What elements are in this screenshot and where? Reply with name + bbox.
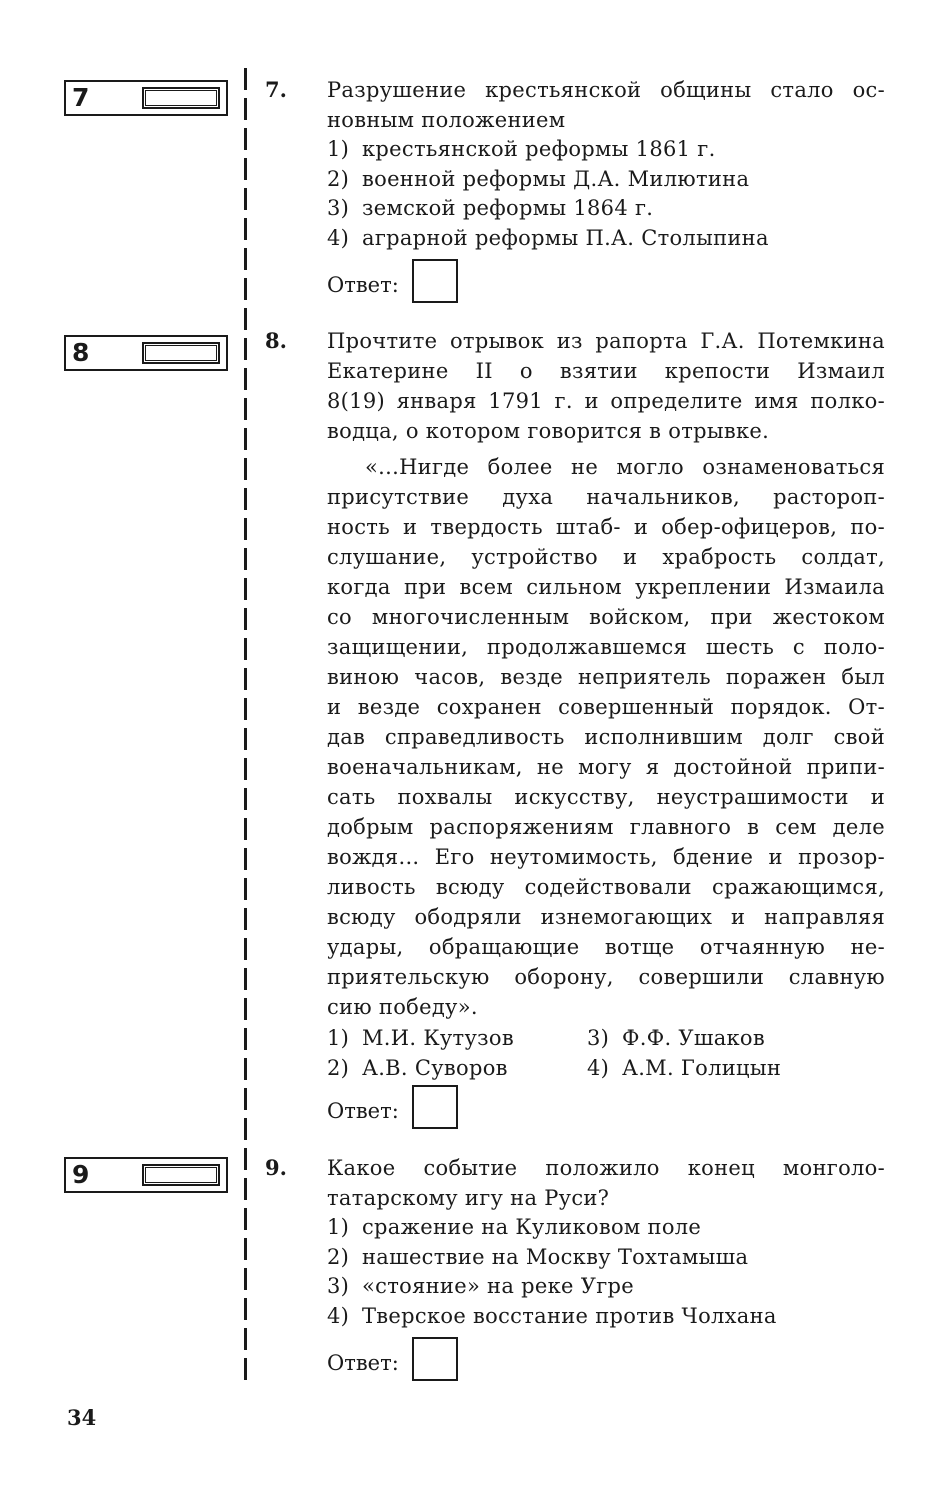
cut-line-dash bbox=[244, 1178, 247, 1200]
box-question-number: 8 bbox=[72, 338, 90, 367]
answer-input-box[interactable] bbox=[412, 259, 458, 303]
question-number: 7. bbox=[265, 77, 287, 102]
cut-line-dash bbox=[244, 698, 247, 720]
answer-grid-box-7 bbox=[64, 80, 228, 116]
options-column-left bbox=[327, 1024, 514, 1083]
option-number: 1) bbox=[327, 137, 350, 161]
cut-line-dash bbox=[244, 608, 247, 630]
quote-line: сию победу». bbox=[327, 995, 478, 1019]
cut-line-dash bbox=[244, 728, 247, 750]
cut-line-dash bbox=[244, 98, 247, 120]
cut-line-dash bbox=[244, 398, 247, 420]
option-number: 1) bbox=[327, 1026, 350, 1050]
option-text: аграрной реформы П.А. Столыпина bbox=[362, 225, 769, 250]
option-number: 2) bbox=[327, 166, 350, 191]
answer-option[interactable] bbox=[327, 1302, 885, 1332]
cut-line-dash bbox=[244, 218, 247, 240]
quote-line: сать похвалы искусству, неустрашимости и bbox=[327, 785, 885, 809]
option-text: А.М. Голицын bbox=[622, 1055, 782, 1080]
option-number: 4) bbox=[327, 1303, 350, 1328]
cut-line-dash bbox=[244, 338, 247, 360]
cut-line-dash bbox=[244, 458, 247, 480]
answer-option[interactable] bbox=[587, 1024, 781, 1054]
cut-line-dash bbox=[244, 818, 247, 840]
answer-option[interactable] bbox=[327, 194, 885, 224]
option-number: 2) bbox=[327, 1244, 350, 1269]
quote-line: ливость всюду содействовали сражающимся, bbox=[327, 875, 885, 899]
quote-line: слушание, устройство и храбрость солдат, bbox=[327, 545, 885, 569]
cut-line-dash bbox=[244, 938, 247, 960]
question-text-line: татарскому игу на Руси? bbox=[327, 1186, 610, 1210]
cut-line-dash bbox=[244, 1268, 247, 1290]
answer-cell[interactable] bbox=[142, 87, 220, 109]
option-number: 4) bbox=[587, 1055, 610, 1080]
cut-line-dash bbox=[244, 1118, 247, 1140]
option-text: земской реформы 1864 г. bbox=[362, 196, 654, 220]
quote-line: приятельскую оборону, совершили славную bbox=[327, 965, 885, 989]
quote-line: всюду ободряли изнемогающих и направляя bbox=[327, 905, 885, 929]
cut-line-dash bbox=[244, 68, 247, 90]
answer-option[interactable] bbox=[327, 224, 885, 254]
answer-option[interactable] bbox=[327, 1213, 885, 1243]
cut-line-dash bbox=[244, 1358, 247, 1380]
quote-line: ность и твердость штаб- и обер-офицеров, по- bbox=[327, 515, 885, 539]
option-number: 3) bbox=[327, 196, 350, 220]
answer-option[interactable] bbox=[327, 1054, 514, 1084]
question-text-line: Разрушение крестьянской общины стало ос- bbox=[327, 78, 885, 102]
cut-line-dash bbox=[244, 248, 247, 270]
answer-option[interactable] bbox=[327, 1024, 514, 1054]
answer-input-box[interactable] bbox=[412, 1337, 458, 1381]
question-8 bbox=[327, 326, 885, 1084]
quote-line: военачальникам, не могу я достойной припи- bbox=[327, 755, 885, 779]
dashed-cut-line bbox=[244, 68, 248, 1388]
quote-line: «...Нигде более не могло ознаменоваться bbox=[365, 455, 885, 479]
answer-option[interactable] bbox=[327, 1243, 885, 1273]
cut-line-dash bbox=[244, 578, 247, 600]
option-text: Тверское восстание против Чолхана bbox=[362, 1303, 777, 1328]
quote-line: удары, обращающие вотще отчаянную не- bbox=[327, 935, 885, 959]
cut-line-dash bbox=[244, 968, 247, 990]
answer-cell[interactable] bbox=[142, 1164, 220, 1186]
answer-label: Ответ: bbox=[327, 1099, 399, 1123]
answer-label: Ответ: bbox=[327, 1351, 399, 1375]
answer-cell[interactable] bbox=[142, 342, 220, 364]
option-number: 1) bbox=[327, 1215, 350, 1239]
cut-line-dash bbox=[244, 128, 247, 150]
cut-line-dash bbox=[244, 758, 247, 780]
quote-line: присутствие духа начальников, растороп- bbox=[327, 485, 885, 509]
question-text-line: Прочтите отрывок из рапорта Г.А. Потемкина bbox=[327, 329, 885, 353]
cut-line-dash bbox=[244, 1058, 247, 1080]
cut-line-dash bbox=[244, 278, 247, 300]
question-text-line: новным положением bbox=[327, 108, 566, 132]
quote-line: вождя... Его неутомимость, бдение и прозор- bbox=[327, 845, 885, 869]
quote-line: когда при всем сильном укреплении Измаила bbox=[327, 575, 885, 599]
answer-option[interactable] bbox=[327, 135, 885, 165]
option-text: Ф.Ф. Ушаков bbox=[622, 1026, 765, 1050]
cut-line-dash bbox=[244, 908, 247, 930]
cut-line-dash bbox=[244, 998, 247, 1020]
cut-line-dash bbox=[244, 518, 247, 540]
source-quote bbox=[327, 452, 885, 1022]
quote-line: добрым распоряжениям главного в сем деле bbox=[327, 815, 885, 839]
options-two-columns bbox=[327, 1024, 885, 1084]
answer-option[interactable] bbox=[327, 165, 885, 195]
option-number: 3) bbox=[327, 1274, 350, 1298]
option-number: 2) bbox=[327, 1055, 350, 1080]
answer-option[interactable] bbox=[587, 1054, 781, 1084]
option-text: военной реформы Д.А. Милютина bbox=[362, 166, 750, 191]
box-question-number: 7 bbox=[72, 83, 90, 112]
quote-line: виною часов, везде неприятель поражен был bbox=[327, 665, 885, 689]
box-question-number: 9 bbox=[72, 1160, 90, 1189]
options-column-right bbox=[587, 1024, 781, 1083]
answer-input-box[interactable] bbox=[412, 1085, 458, 1129]
cut-line-dash bbox=[244, 1298, 247, 1320]
cut-line-dash bbox=[244, 428, 247, 450]
cut-line-dash bbox=[244, 638, 247, 660]
option-text: крестьянской реформы 1861 г. bbox=[362, 137, 716, 161]
cut-line-dash bbox=[244, 1208, 247, 1230]
page-number: 34 bbox=[67, 1405, 97, 1430]
question-number: 9. bbox=[265, 1155, 287, 1180]
question-text-line: Какое событие положило конец монголо- bbox=[327, 1156, 885, 1180]
cut-line-dash bbox=[244, 368, 247, 390]
cut-line-dash bbox=[244, 308, 247, 330]
cut-line-dash bbox=[244, 158, 247, 180]
option-text: А.В. Суворов bbox=[362, 1055, 508, 1080]
answer-label: Ответ: bbox=[327, 273, 399, 297]
answer-grid-box-9 bbox=[64, 1157, 228, 1193]
cut-line-dash bbox=[244, 668, 247, 690]
question-text-line: 8(19) января 1791 г. и определите имя полко- bbox=[327, 389, 885, 413]
cut-line-dash bbox=[244, 548, 247, 570]
quote-line: и везде сохранен совершенный порядок. От- bbox=[327, 695, 885, 719]
cut-line-dash bbox=[244, 878, 247, 900]
question-9 bbox=[327, 1153, 885, 1331]
option-number: 4) bbox=[327, 225, 350, 250]
option-text: М.И. Кутузов bbox=[362, 1026, 514, 1050]
answer-option[interactable] bbox=[327, 1272, 885, 1302]
quote-line: дав справедливость исполнившим долг свой bbox=[327, 725, 885, 749]
cut-line-dash bbox=[244, 1238, 247, 1260]
quote-line: защищении, продолжавшемся шесть с поло- bbox=[327, 635, 885, 659]
option-text: «стояние» на реке Угре bbox=[362, 1274, 635, 1298]
cut-line-dash bbox=[244, 1088, 247, 1110]
cut-line-dash bbox=[244, 1148, 247, 1170]
option-number: 3) bbox=[587, 1026, 610, 1050]
answer-grid-box-8 bbox=[64, 335, 228, 371]
question-text-line: Екатерине II о взятии крепости Измаил bbox=[327, 359, 885, 383]
cut-line-dash bbox=[244, 188, 247, 210]
cut-line-dash bbox=[244, 788, 247, 810]
question-number: 8. bbox=[265, 328, 287, 353]
question-7 bbox=[327, 75, 885, 253]
option-text: сражение на Куликовом поле bbox=[362, 1215, 702, 1239]
cut-line-dash bbox=[244, 488, 247, 510]
option-text: нашествие на Москву Тохтамыша bbox=[362, 1244, 749, 1269]
quote-line: со многочисленным войском, при жестоком bbox=[327, 605, 885, 629]
question-text-line: водца, о котором говорится в отрывке. bbox=[327, 419, 770, 443]
cut-line-dash bbox=[244, 1028, 247, 1050]
cut-line-dash bbox=[244, 1328, 247, 1350]
cut-line-dash bbox=[244, 848, 247, 870]
